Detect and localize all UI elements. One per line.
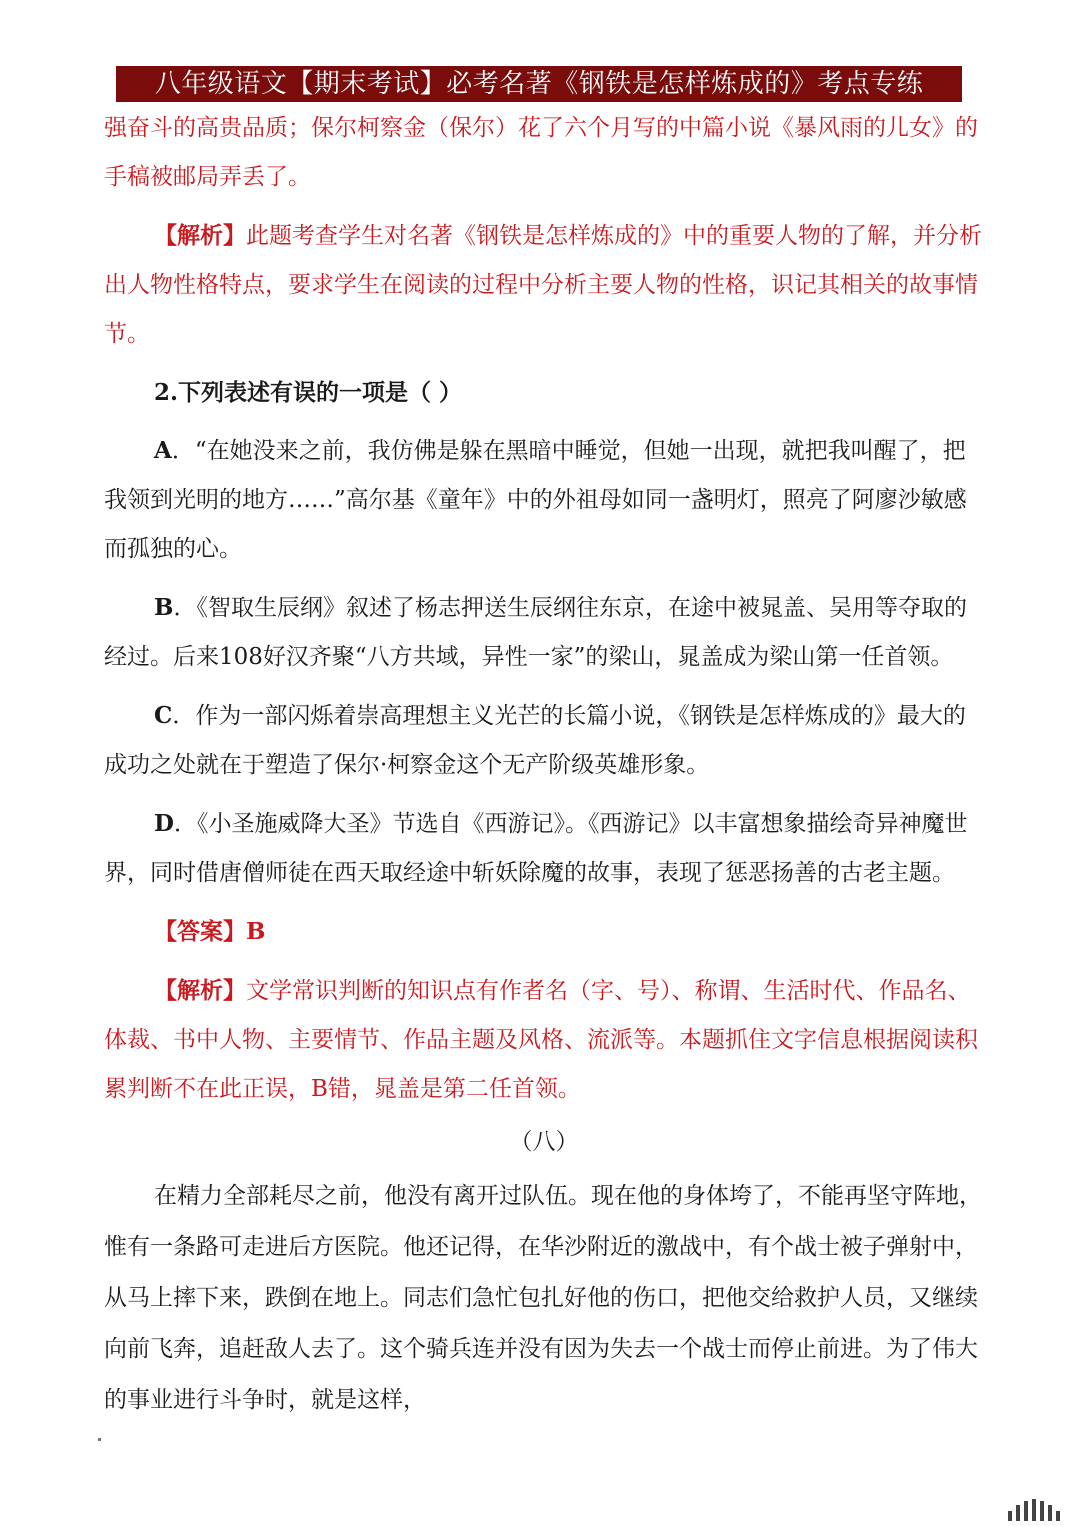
option-letter: A xyxy=(154,437,172,464)
page-content xyxy=(104,104,984,1426)
section-heading: （八） xyxy=(509,1129,579,1155)
analysis-paragraph-2 xyxy=(104,966,984,1114)
analysis-text: 文学常识判断的知识点有作者名（字、号）、称谓、生活时代、作品名、体裁、书中人物、主要情节、作品主题及风格、流派等。本题抓住文字信息根据阅读积累判断不在此正误，B错，晁盖是第二任首领。 xyxy=(104,978,978,1102)
option-text: ．“在她没来之前，我仿佛是躲在黑暗中睡觉，但她一出现，就把我叫醒了，把我领到光明的地方……”高尔基《童年》中的外祖母如同一盏明灯，照亮了阿廖沙敏感而孤独的心。 xyxy=(104,438,967,562)
option-letter: C xyxy=(154,702,173,729)
option-text: ．《智取生辰纲》叙述了杨志押送生辰纲往东京，在途中被晁盖、吴用等夺取的经过。后来108好汉齐聚“八方共域，异性一家”的梁山，晁盖成为梁山第一任首领。 xyxy=(104,595,967,670)
question-2-stem: 2.下列表述有误的一项是（ ） xyxy=(154,379,463,406)
answer-value: B xyxy=(246,918,266,945)
option-text: ．《小圣施威降大圣》节选自《西游记》。《西游记》以丰富想象描绘奇异神魔世界，同时借唐僧师徒在西天取经途中斩妖除魔的故事，表现了惩恶扬善的古老主题。 xyxy=(104,811,968,886)
analysis-paragraph-1 xyxy=(104,211,984,359)
option-letter: D xyxy=(154,810,174,837)
option-a xyxy=(104,426,984,574)
previous-answer-tail: 强奋斗的高贵品质；保尔柯察金（保尔）花了六个月写的中篇小说《暴风雨的儿女》的手稿被邮局弄丢了。 xyxy=(104,115,978,190)
option-d xyxy=(104,799,984,898)
option-letter: B xyxy=(154,594,174,621)
option-text: ．作为一部闪烁着崇高理想主义光芒的长篇小说，《钢铁是怎样炼成的》最大的成功之处就在于塑造了保尔·柯察金这个无产阶级英雄形象。 xyxy=(104,703,966,778)
option-b xyxy=(104,583,984,682)
analysis-label: 【解析】 xyxy=(154,222,246,249)
answer-label: 【答案】 xyxy=(154,918,246,945)
analysis-label: 【解析】 xyxy=(154,977,246,1004)
answer-line xyxy=(104,907,984,957)
option-c xyxy=(104,691,984,790)
analysis-text: 此题考查学生对名著《钢铁是怎样炼成的》中的重要人物的了解，并分析出人物性格特点，要求学生在阅读的过程中分析主要人物的性格，识记其相关的故事情节。 xyxy=(104,223,982,347)
document-title-banner: 八年级语文【期末考试】必考名著《钢铁是怎样炼成的》考点专练 xyxy=(116,66,962,102)
page-mark xyxy=(98,1438,101,1441)
watermark-bars-icon xyxy=(1008,1499,1060,1521)
reading-passage: 在精力全部耗尽之前，他没有离开过队伍。现在他的身体垮了，不能再坚守阵地，惟有一条路可走进后方医院。他还记得，在华沙附近的激战中，有个战士被子弹射中，从马上摔下来，跌倒在地上。同志们急忙包扎好他的伤口，把他交给救护人员，又继续向前飞奔，追赶敌人去了。这个骑兵连并没有因为失去一个战士而停止前进。为了伟大的事业进行斗争时，就是这样， xyxy=(104,1183,982,1413)
